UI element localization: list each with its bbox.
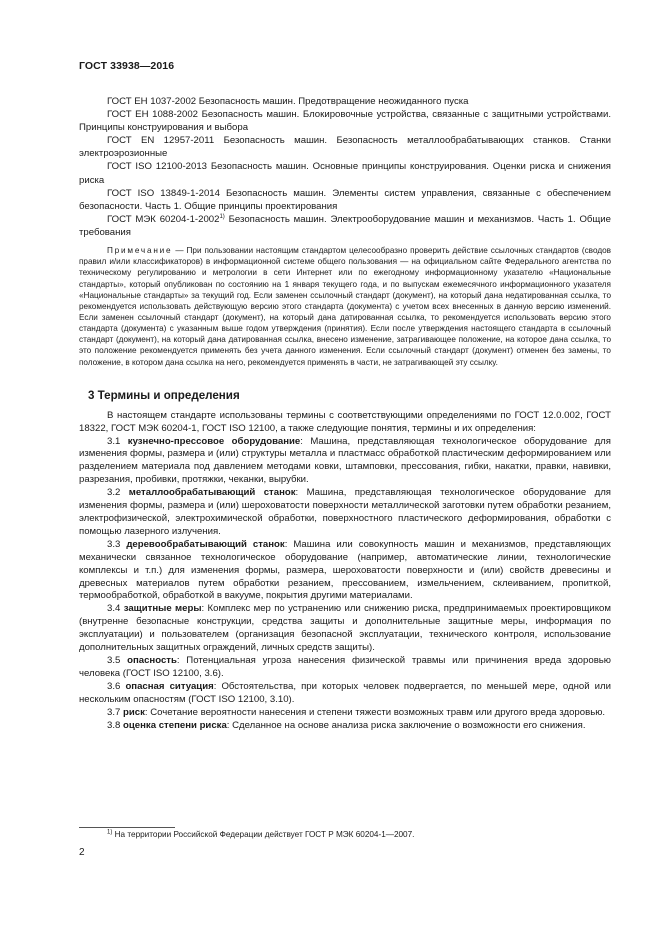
term-definition <box>79 436 611 488</box>
term-number: 3.2 <box>107 487 121 499</box>
term-definition <box>79 681 611 707</box>
reference-item: ГОСТ ISO 13849-1-2014 Безопасность машин. Элементы систем управления, связанные с обеспечением безопасности. Часть 1. Общие принципы проектирования <box>79 187 611 212</box>
term-number: 3.7 <box>107 706 121 718</box>
section-intro: В настоящем стандарте использованы термины с соответствующими определениями по ГОСТ 12.0.002, ГОСТ 18322, ГОСТ МЭК 60204-1, ГОСТ ISO 12100, а также следующие понятия, термины и их определения: <box>79 409 611 434</box>
normative-references <box>79 95 611 239</box>
note-label: Примечание <box>107 246 173 256</box>
term-name: оценка степени риска <box>123 719 227 731</box>
reference-title: Безопасность машин. Электрооборудование машин и механизмов. Часть 1. Общие требования <box>79 213 612 238</box>
reference-item: ГОСТ EN 12957-2011 Безопасность машин. Безопасность металлообрабатывающих станков. Станки электроэрозионные <box>79 135 611 160</box>
footnote-divider <box>79 827 175 828</box>
term-definition <box>79 707 611 720</box>
term-text: : Машина, представляющая технологическое оборудование для изменения формы, размера и (или) структуры металла и пластмасс обработкой пластическим деформированием или разделением материала под давлением методами ковки, штамповки, прессования, гибки, накатки, правки, навивки, разрезания, пробивки, протяжки, чеканки, вырубки. <box>79 435 611 486</box>
term-number: 3.1 <box>107 435 121 447</box>
note-text: — При пользовании настоящим стандартом целесообразно проверить действие ссылочных стандартов (сводов правил и/или классификаторов) в информационной системе общего пользования — на официальном сайте Федерального агентства по техническому регулированию и метрологии в сети Интернет или по ежегодному информационному указателю «Национальные стандарты», который опубликован по состоянию на 1 января текущего года, и по выпускам ежемесячного информационного указателя «Национальные стандарты» за текущий год. Если заменен ссылочный стандарт (документ), на который дана недатированная ссылка, то рекомендуется использовать действующую версию этого стандарта (документа) с учетом всех внесенных в данную версию изменений. Если заменен ссылочный стандарт (документ), на который дана датированная ссылка, то рекомендуется использовать версию этого стандарта (документа) с указанным выше годом утверждения (принятия). Если после утверждения настоящего стандарта в ссылочный стандарт (документ), на который дана датированная ссылка, внесено изменение, затрагивающее положение, на которое дана ссылка, то это положение рекомендуется применять без учета данного изменения. Если ссылочный стандарт (документ) отменен без замены, то положение, в котором дана ссылка на него, рекомендуется применять в части, не затрагивающей эту ссылку. <box>79 246 611 367</box>
footnote-marker: 1) <box>219 213 225 220</box>
term-definition <box>79 603 611 655</box>
page-content <box>79 95 611 732</box>
term-name: опасная ситуация <box>125 680 214 692</box>
term-text: : Сочетание вероятности нанесения и степени тяжести возможных травм или другого вреда здоровью. <box>144 706 606 718</box>
section-title: 3 Термины и определения <box>88 388 240 402</box>
term-text: : Машина, представляющая технологическое оборудование для изменения формы, размера и (или) шероховатости поверхности металлической заготовки путем обработки резанием, электрофизической, электрохимической обработки, поверхностного пластического деформирования, обработки с помощью лазерного излучения. <box>79 487 611 537</box>
terms-list <box>79 436 611 733</box>
term-number: 3.4 <box>107 603 121 615</box>
reference-code: ГОСТ МЭК 60204-1-2002 <box>107 213 220 225</box>
term-text: : Сделанное на основе анализа риска заключение о возможности его снижения. <box>226 719 586 731</box>
page-header: ГОСТ 33938—2016 <box>79 60 175 72</box>
term-text: : Потенциальная угроза нанесения физической травмы или причинения вреда здоровью человека (ГОСТ ISO 12100, 3.6). <box>79 654 611 679</box>
term-text: : Машина или совокупность машин и механизмов, представляющих механически связанное технологическое оборудование (например, автоматические линии, технологические комплексы и т.п.) для изменения формы, размера, шероховатости поверхности и (или) свойств древесины и древесных материалов путем обработки резанием, прессованием, измельчением, склеиванием, пропиткой, термообработкой, обработкой в вакууме, покрытия другими материалами. <box>79 538 611 602</box>
term-definition <box>79 539 611 604</box>
footnote-text: На территории Российской Федерации действует ГОСТ Р МЭК 60204-1—2007. <box>112 830 415 839</box>
reference-item-iec <box>79 213 611 239</box>
reference-item: ГОСТ ISO 12100-2013 Безопасность машин. Основные принципы конструирования. Оценки риска и снижения риска <box>79 161 611 186</box>
term-number: 3.3 <box>107 538 121 550</box>
footnote <box>79 829 611 840</box>
term-text: : Обстоятельства, при которых человек подвергается, по меньшей мере, одной или нескольким опасностям (ГОСТ ISO 12100, 3.10). <box>79 680 611 705</box>
page-number: 2 <box>79 847 85 858</box>
term-definition <box>79 487 611 539</box>
term-name: опасность <box>127 654 177 666</box>
footnote-mark: 1) <box>107 829 113 836</box>
term-name: металлообрабатывающий станок <box>128 487 296 499</box>
term-name: кузнечно-прессовое оборудование <box>127 435 301 447</box>
term-name: деревообрабатывающий станок <box>126 538 285 550</box>
term-number: 3.6 <box>107 680 121 692</box>
note-paragraph <box>79 245 611 368</box>
term-text: : Комплекс мер по устранению или снижению риска, предпринимаемых проектировщиком (внутренне безопасные конструкции, средства защиты и дополнительные защитные меры, информация по эксплуатации) и пользователем (организация безопасной эксплуатации, технического контроля, использование дополнительных защитных ограждений, личных средств защиты). <box>79 603 611 654</box>
term-name: защитные меры <box>123 603 202 615</box>
term-name: риск <box>123 706 145 718</box>
reference-item: ГОСТ ЕН 1088-2002 Безопасность машин. Блокировочные устройства, связанные с защитными устройствами. Принципы конструирования и выбора <box>79 109 611 134</box>
term-number: 3.8 <box>107 719 121 731</box>
reference-item: ГОСТ ЕН 1037-2002 Безопасность машин. Предотвращение неожиданного пуска <box>107 96 469 107</box>
term-number: 3.5 <box>107 654 121 666</box>
term-definition <box>79 655 611 681</box>
term-definition <box>79 720 611 733</box>
